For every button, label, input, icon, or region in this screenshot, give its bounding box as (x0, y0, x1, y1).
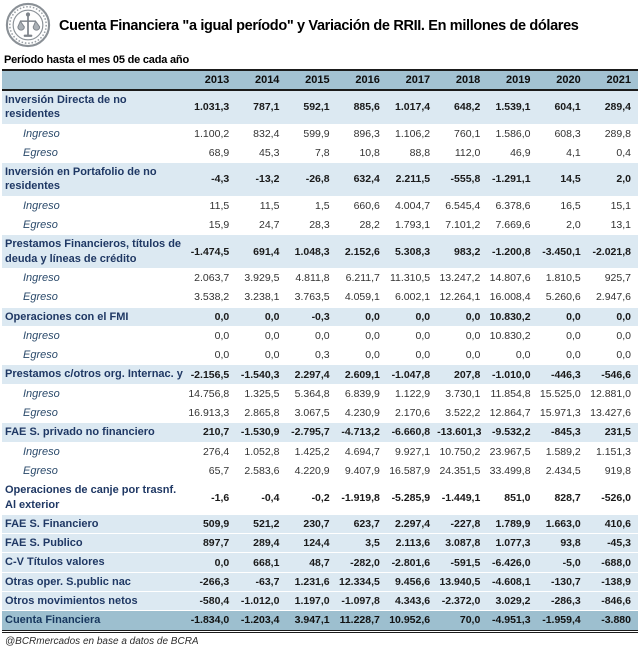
cell-value: -63,7 (255, 575, 280, 588)
cell-value: -13.601,3 (437, 426, 482, 439)
year-header-row (2, 70, 638, 90)
cell-value: -1.449,1 (441, 491, 481, 504)
cell-value: 1.589,2 (545, 445, 581, 458)
row-label: Egreso (23, 464, 58, 477)
cell-value: 0,0 (566, 330, 581, 342)
cell-value: 5.308,3 (395, 245, 431, 258)
cell-value: 33.499,8 (489, 465, 531, 478)
table-row (2, 124, 638, 143)
source-credit: @BCRmercados en base a datos de BCRA (5, 635, 199, 647)
cell-value: 0,3 (315, 349, 330, 362)
table-row (2, 553, 638, 572)
table-body (2, 90, 638, 631)
cell-value: -1.474,5 (190, 245, 230, 258)
cell-value: 28,2 (359, 219, 380, 232)
year-header: 2013 (186, 70, 236, 90)
cell-value: 11,5 (259, 199, 280, 212)
cell-value: -526,0 (601, 491, 631, 504)
cell-value: -0,2 (311, 491, 330, 504)
cell-value: -1.834,0 (190, 614, 230, 627)
row-label: Egreso (23, 291, 58, 304)
cell-value: -6.660,8 (391, 426, 431, 439)
cell-value: 70,0 (459, 614, 481, 627)
cell-value: 6.378,6 (495, 199, 531, 212)
cell-value: 521,2 (253, 517, 280, 530)
cell-value: -4,3 (211, 173, 230, 186)
period-subtitle: Período hasta el mes 05 de cada año (4, 54, 189, 66)
cell-value: 12.864,7 (489, 407, 531, 420)
cell-value: 1.151,3 (595, 445, 631, 458)
cell-value: 3.238,1 (244, 291, 280, 304)
row-label: FAE S. privado no financiero (5, 426, 155, 439)
cell-value: 23.967,5 (489, 445, 531, 458)
cell-value: 0,0 (365, 349, 380, 362)
cell-value: 3.522,2 (445, 407, 481, 420)
cell-value: 4.230,9 (344, 407, 380, 420)
cell-value: -555,8 (450, 173, 481, 186)
row-label: FAE S. Publico (5, 537, 83, 550)
cell-value: 10.750,2 (439, 445, 481, 458)
cell-value: 983,2 (454, 245, 481, 258)
cell-value: 604,1 (554, 101, 581, 114)
cell-value: 668,1 (253, 556, 280, 569)
table-row (2, 163, 638, 197)
cell-value: 14.807,6 (489, 272, 531, 285)
cell-value: -286,3 (550, 595, 581, 608)
cell-value: 2.297,4 (395, 517, 431, 530)
cell-value: -130,7 (550, 575, 581, 588)
cell-value: 2.297,4 (294, 368, 330, 381)
cell-value: 919,8 (604, 465, 631, 478)
cell-value: -580,4 (199, 595, 230, 608)
row-label: C-V Títulos valores (5, 556, 105, 569)
cell-value: 2.865,8 (244, 407, 280, 420)
cell-value: 0,0 (315, 330, 330, 342)
table-row (2, 90, 638, 124)
cell-value: -1.012,0 (240, 595, 280, 608)
row-label: Prestamos Financieros, títulos de deuda y líneas de crédito (5, 238, 182, 265)
cell-value: 12.881,0 (590, 387, 631, 400)
cell-value: -1.097,8 (341, 595, 380, 608)
cell-value: 14.756,8 (188, 387, 230, 400)
cell-value: 10.830,2 (489, 330, 531, 342)
cell-value: -591,5 (450, 556, 481, 569)
cell-value: 828,7 (554, 491, 581, 504)
cell-value: -1.203,4 (240, 614, 280, 627)
row-label: Ingreso (23, 127, 60, 140)
cell-value: 13.940,5 (439, 575, 481, 588)
cell-value: 897,7 (202, 537, 230, 550)
cell-value: 10,8 (359, 147, 380, 160)
cell-value: 6.211,7 (345, 272, 380, 285)
table-row (2, 534, 638, 553)
cell-value: 1.197,0 (294, 595, 330, 608)
row-label: Cuenta Financiera (5, 614, 101, 627)
cell-value: -5.285,9 (391, 491, 431, 504)
cell-value: 851,0 (504, 491, 531, 504)
row-label: Ingreso (23, 445, 60, 458)
cell-value: 11.310,5 (390, 272, 431, 285)
cell-value: 1.793,1 (395, 219, 431, 232)
cell-value: 3.947,1 (294, 614, 330, 627)
cell-value: 0,0 (415, 310, 431, 323)
cell-value: -1.010,0 (492, 368, 531, 381)
cell-value: 231,5 (604, 426, 631, 439)
cell-value: -26,8 (305, 173, 330, 186)
cell-value: 1.031,3 (194, 101, 230, 114)
cell-value: 1,5 (315, 199, 330, 212)
cell-value: 11.228,7 (339, 614, 380, 627)
year-header: 2021 (588, 70, 638, 90)
row-label: Ingreso (23, 271, 60, 284)
cell-value: 925,7 (604, 272, 631, 285)
cell-value: 760,1 (454, 127, 481, 140)
cell-value: 46,9 (510, 147, 531, 160)
table-row (2, 196, 638, 215)
cell-value: -2.021,8 (592, 245, 631, 258)
cell-value: 24.351,5 (439, 465, 481, 478)
cell-value: 4.811,8 (295, 272, 330, 285)
cell-value: 3.029,2 (495, 595, 531, 608)
cell-value: 12.264,1 (439, 291, 481, 304)
row-label: Egreso (23, 219, 58, 232)
cell-value: 691,4 (253, 245, 280, 258)
cell-value: 1.077,3 (495, 537, 531, 550)
cell-value: 4.694,7 (344, 445, 380, 458)
cell-value: 15.525,0 (539, 387, 581, 400)
cell-value: 15,1 (610, 199, 631, 212)
table-row (2, 481, 638, 515)
cell-value: 0,0 (465, 349, 481, 362)
cell-value: 1.048,3 (294, 245, 330, 258)
cell-value: 1.789,9 (495, 517, 531, 530)
cell-value: 0,0 (566, 349, 581, 362)
cell-value: 0,0 (264, 330, 280, 342)
cell-value: 5.364,8 (294, 387, 330, 400)
cell-value: 0,0 (465, 310, 481, 323)
table-row (2, 235, 638, 269)
table-row (2, 143, 638, 162)
cell-value: -1.047,8 (391, 368, 431, 381)
cell-value: -227,8 (450, 517, 481, 530)
cell-value: 0,0 (365, 310, 380, 323)
cell-value: -282,0 (350, 556, 380, 569)
cell-value: -9.532,2 (492, 426, 531, 439)
cell-value: 3.763,5 (294, 291, 330, 304)
cell-value: 0,0 (616, 349, 631, 362)
cell-value: 15,9 (208, 219, 230, 232)
cell-value: 7.101,2 (445, 219, 481, 232)
corner-cell (2, 70, 186, 90)
cell-value: 16.008,4 (489, 291, 531, 304)
cell-value: 0,0 (214, 310, 230, 323)
cell-value: -2.372,0 (441, 595, 481, 608)
cell-value: 112,0 (454, 147, 481, 160)
cell-value: 7,8 (315, 147, 330, 160)
cell-value: 3.087,8 (445, 537, 481, 550)
cell-value: 632,4 (353, 173, 380, 186)
row-label: Otros movimientos netos (5, 595, 138, 608)
cell-value: 0,0 (214, 556, 230, 569)
cell-value: -3.880 (601, 614, 631, 627)
cell-value: 1.425,2 (294, 445, 330, 458)
cell-value: 88,8 (409, 147, 431, 160)
row-label: Operaciones de canje por trasnf. Al exterior (5, 484, 177, 511)
cell-value: -1.919,8 (341, 491, 380, 504)
cell-value: 0,0 (214, 349, 230, 362)
cell-value: -266,3 (199, 575, 230, 588)
cell-value: 7.669,6 (495, 219, 531, 232)
cell-value: 6.002,1 (395, 291, 431, 304)
cell-value: 6.839,9 (344, 387, 380, 400)
cell-value: 13,1 (610, 219, 631, 232)
row-label: Ingreso (23, 387, 60, 400)
year-header: 2019 (487, 70, 537, 90)
cell-value: -45,3 (607, 537, 631, 550)
cell-value: -688,0 (601, 556, 631, 569)
cell-value: 4,1 (566, 147, 581, 160)
cell-value: 0,0 (515, 349, 531, 362)
cell-value: 13.247,2 (439, 272, 481, 285)
cell-value: 2.947,6 (595, 291, 631, 304)
cell-value: 2.113,6 (395, 537, 431, 550)
cell-value: 623,7 (353, 517, 380, 530)
cell-value: -1.200,8 (492, 245, 531, 258)
cell-value: 16.913,3 (188, 407, 230, 420)
cell-value: 1.052,8 (244, 445, 280, 458)
year-header: 2017 (387, 70, 437, 90)
cell-value: 832,4 (253, 127, 280, 140)
cell-value: 28,3 (309, 219, 330, 232)
cell-value: 2,0 (566, 219, 581, 232)
cell-value: 1.325,5 (244, 387, 280, 400)
cell-value: 1.586,0 (495, 127, 531, 140)
cell-value: 3.929,5 (244, 272, 280, 285)
cell-value: 11,5 (209, 199, 230, 212)
cell-value: 9.927,1 (395, 445, 431, 458)
table-row (2, 404, 638, 423)
cell-value: 0,0 (365, 330, 380, 342)
cell-value: -846,6 (601, 595, 631, 608)
cell-value: 9.407,9 (344, 465, 380, 478)
table-row (2, 384, 638, 403)
cell-value: 14,5 (560, 173, 581, 186)
seal-icon (5, 2, 51, 48)
cell-value: 15.971,3 (539, 407, 581, 420)
cell-value: 0,0 (415, 330, 431, 342)
table-row (2, 572, 638, 591)
cell-value: 1.810,5 (545, 272, 581, 285)
cell-value: 0,0 (616, 330, 631, 342)
cell-value: -0,4 (261, 491, 280, 504)
cell-value: 509,9 (202, 517, 230, 530)
cell-value: 660,6 (353, 199, 380, 212)
cell-value: 68,9 (208, 147, 230, 160)
cell-value: 885,6 (353, 101, 380, 114)
table-row (2, 346, 638, 365)
cell-value: -1.959,4 (542, 614, 581, 627)
cell-value: 592,1 (303, 101, 330, 114)
cell-value: -4.608,1 (492, 575, 531, 588)
cell-value: 1.106,2 (395, 127, 431, 140)
row-label: Ingreso (23, 329, 60, 342)
row-label: Prestamos c/otros org. Internac. y (5, 368, 183, 381)
cell-value: 3,5 (365, 537, 380, 550)
table-row (2, 288, 638, 307)
table-row (2, 216, 638, 235)
row-label: Inversión en Portafolio de no residentes (5, 166, 157, 193)
table-row (2, 307, 638, 326)
cell-value: 2.609,1 (344, 368, 380, 381)
cell-value: 2.211,5 (395, 173, 431, 186)
cell-value: 648,2 (454, 101, 481, 114)
cell-value: 10.952,6 (389, 614, 431, 627)
cell-value: 124,4 (303, 537, 330, 550)
cell-value: 410,6 (604, 517, 631, 530)
cell-value: 6.545,4 (445, 199, 481, 212)
cell-value: 12.334,5 (339, 575, 380, 588)
cell-value: 3.067,5 (294, 407, 330, 420)
cell-value: 1.663,0 (545, 517, 581, 530)
cell-value: 13.427,6 (590, 407, 631, 420)
cell-value: 1.539,1 (495, 101, 531, 114)
cell-value: -2.156,5 (190, 368, 230, 381)
cell-value: 5.260,6 (545, 291, 581, 304)
cell-value: 2.170,6 (395, 407, 431, 420)
table-row (2, 442, 638, 461)
cell-value: 2.583,6 (244, 465, 280, 478)
cell-value: 1.100,2 (194, 127, 230, 140)
cell-value: 1.122,9 (395, 387, 431, 400)
table-row (2, 326, 638, 345)
cell-value: 3.538,2 (194, 291, 230, 304)
cell-value: -5,0 (562, 556, 581, 569)
cell-value: 289,8 (604, 127, 631, 140)
cell-value: 2.063,7 (194, 272, 230, 285)
table-row (2, 365, 638, 384)
cell-value: -2.801,6 (391, 556, 431, 569)
cell-value: 787,1 (253, 101, 280, 114)
row-label: Egreso (23, 349, 58, 362)
cell-value: 16.587,9 (389, 465, 431, 478)
cell-value: 2.152,6 (344, 245, 380, 258)
cell-value: 10.830,2 (489, 310, 531, 323)
cell-value: -845,3 (550, 426, 581, 439)
cell-value: 24,7 (259, 219, 280, 232)
year-header: 2020 (538, 70, 588, 90)
page-title: Cuenta Financiera "a igual período" y Variación de RRII. En millones de dólares (59, 18, 579, 35)
cell-value: 0,0 (264, 310, 280, 323)
cell-value: -1,6 (211, 491, 230, 504)
table-row (2, 592, 638, 611)
row-label: Operaciones con el FMI (5, 310, 129, 323)
cell-value: 2,0 (616, 173, 631, 186)
cell-value: 276,4 (202, 445, 230, 458)
cell-value: 230,7 (303, 517, 330, 530)
cell-value: -546,6 (601, 368, 631, 381)
cell-value: 4.004,7 (395, 199, 431, 212)
cell-value: 4.220,9 (294, 465, 330, 478)
cell-value: 16,5 (560, 199, 581, 212)
table-row (2, 268, 638, 287)
cell-value: 48,7 (309, 556, 330, 569)
year-header: 2015 (286, 70, 336, 90)
cell-value: 1.231,6 (294, 575, 330, 588)
cell-value: 4.059,1 (344, 291, 380, 304)
cell-value: 93,8 (560, 537, 581, 550)
cell-value: -3.450,1 (542, 245, 581, 258)
row-label: FAE S. Financiero (5, 517, 99, 530)
cell-value: 599,9 (303, 127, 330, 140)
cell-value: 0,4 (616, 147, 631, 160)
cell-value: 0,0 (566, 310, 581, 323)
cell-value: -446,3 (550, 368, 581, 381)
cell-value: 608,3 (554, 127, 581, 140)
bcr-seal-logo (5, 2, 51, 53)
table-row (2, 461, 638, 480)
cell-value: -1.540,3 (240, 368, 280, 381)
cell-value: 0,0 (415, 349, 431, 362)
row-label: Egreso (23, 146, 58, 159)
cell-value: -2.795,7 (291, 426, 330, 439)
cell-value: -0,3 (311, 310, 330, 323)
cell-value: -4.713,2 (341, 426, 380, 439)
financial-account-table (2, 69, 638, 633)
year-header: 2016 (337, 70, 387, 90)
cell-value: -4.951,3 (492, 614, 531, 627)
row-label: Egreso (23, 407, 58, 420)
cell-value: 0,0 (264, 349, 280, 362)
cell-value: 3.730,1 (445, 387, 481, 400)
cell-value: 65,7 (208, 465, 230, 478)
report-header (2, 2, 638, 52)
cell-value: -1.291,1 (492, 173, 531, 186)
cell-value: 0,0 (214, 330, 230, 342)
cell-value: 0,0 (465, 330, 481, 342)
cell-value: -138,9 (601, 575, 631, 588)
table-row (2, 423, 638, 442)
cell-value: 1.017,4 (395, 101, 431, 114)
cell-value: 45,3 (259, 147, 280, 160)
row-label: Inversión Directa de no residentes (5, 94, 127, 121)
cell-value: 11.854,8 (490, 387, 531, 400)
cell-value: -13,2 (255, 173, 280, 186)
cell-value: 289,4 (253, 537, 280, 550)
cell-value: 9.456,6 (395, 575, 431, 588)
cell-value: 210,7 (202, 426, 230, 439)
cell-value: -1.530,9 (240, 426, 280, 439)
cell-value: 207,8 (454, 368, 481, 381)
cell-value: 4.343,6 (395, 595, 431, 608)
table-row (2, 611, 638, 631)
year-header: 2018 (437, 70, 487, 90)
year-header: 2014 (236, 70, 286, 90)
row-label: Otras oper. S.public nac (5, 575, 131, 588)
cell-value: 896,3 (353, 127, 380, 140)
cell-value: 2.434,5 (545, 465, 581, 478)
row-label: Ingreso (23, 199, 60, 212)
cell-value: 289,4 (604, 101, 631, 114)
cell-value: -6.426,0 (492, 556, 531, 569)
cell-value: 0,0 (616, 310, 631, 323)
table-row (2, 514, 638, 533)
